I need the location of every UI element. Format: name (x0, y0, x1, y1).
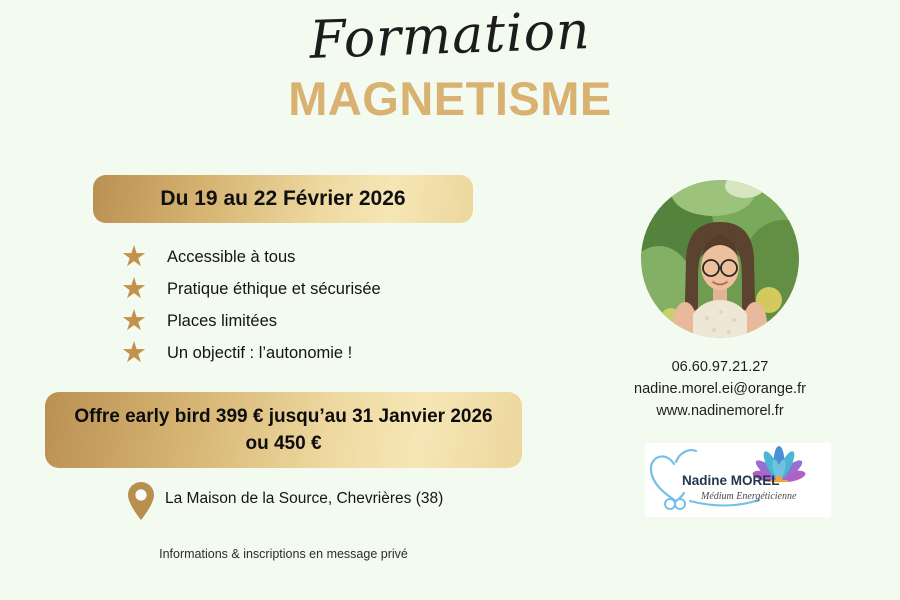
offer-banner (45, 392, 522, 468)
list-item (121, 273, 381, 305)
feature-label: Accessible à tous (167, 247, 296, 266)
logo-subtitle: Médium Energéticienne (701, 491, 797, 502)
feature-label: Pratique éthique et sécurisée (167, 279, 381, 298)
profile-photo-illustration (641, 180, 799, 338)
profile-photo (641, 180, 799, 338)
star-icon: ★ (121, 272, 147, 305)
contact-email: nadine.morel.ei@orange.fr (634, 381, 806, 397)
feature-label: Un objectif : l’autonomie ! (167, 343, 353, 362)
script-title: Formation (308, 1, 592, 71)
logo-card (645, 443, 831, 517)
star-icon: ★ (121, 240, 147, 273)
contact-block (594, 356, 846, 422)
star-icon: ★ (121, 304, 147, 337)
logo-name: Nadine MOREL (682, 473, 780, 488)
info-note: Informations & inscriptions en message privé (159, 547, 408, 561)
location-pin-icon (128, 482, 154, 520)
list-item (121, 337, 381, 369)
feature-label: Places limitées (167, 311, 278, 330)
star-icon: ★ (121, 336, 147, 369)
location-label: La Maison de la Source, Chevrières (38) (165, 490, 444, 507)
list-item (121, 241, 381, 273)
offer-line-2: ou 450 € (245, 433, 322, 454)
list-item (121, 305, 381, 337)
date-badge (93, 175, 473, 223)
date-badge-label: Du 19 au 22 Février 2026 (160, 187, 406, 210)
page-title: MAGNETISME (288, 72, 612, 125)
offer-line-1: Offre early bird 399 € jusqu’au 31 Janvier 2026 (74, 406, 493, 427)
contact-website: www.nadinemorel.fr (656, 403, 784, 419)
location-row (128, 482, 443, 520)
feature-list (121, 241, 381, 369)
contact-phone: 06.60.97.21.27 (671, 359, 769, 375)
